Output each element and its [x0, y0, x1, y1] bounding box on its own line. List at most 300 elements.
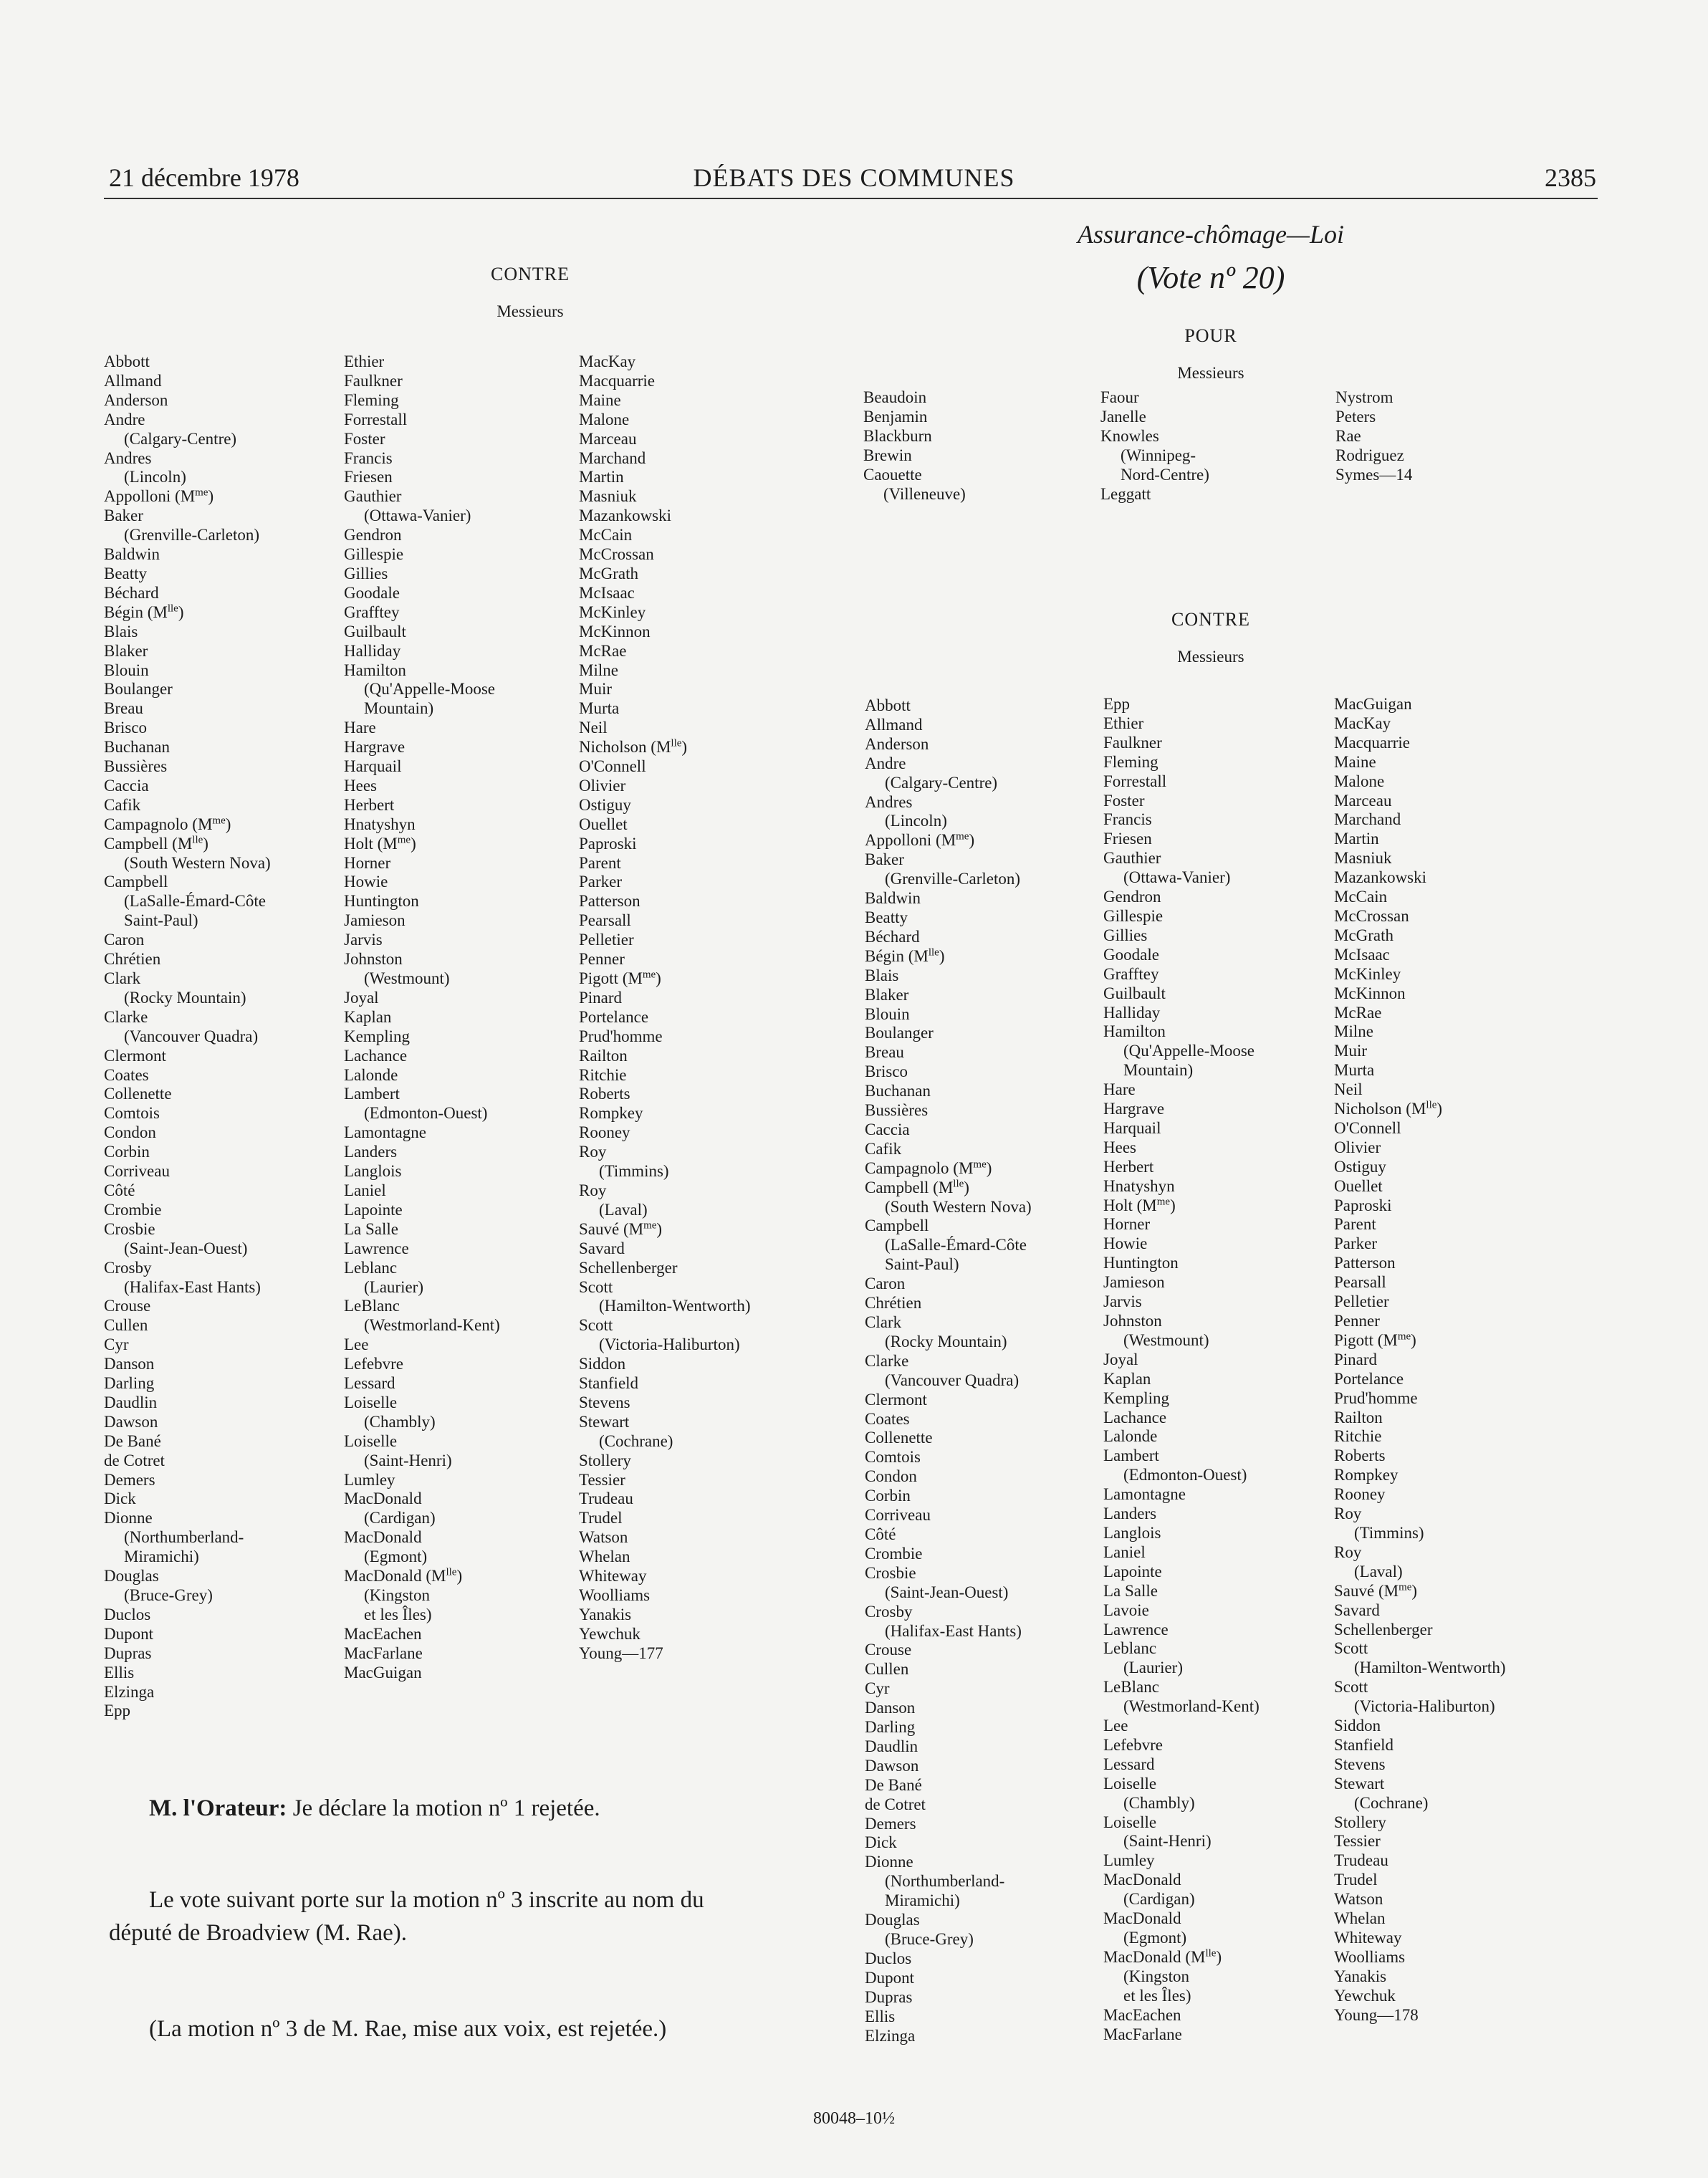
- member-name: (LaSalle-Émard-Côte: [885, 1236, 1027, 1254]
- member-name: Gillespie: [344, 545, 404, 564]
- member-name: La Salle: [344, 1219, 398, 1238]
- member-name: Sauvé $(M^{me})$: [1334, 1581, 1418, 1600]
- member-name: Hees: [344, 776, 377, 795]
- member-name: Corbin: [865, 1487, 911, 1505]
- member-name: (Northumberland-: [885, 1872, 1005, 1891]
- member-name: (Villeneuve): [883, 484, 966, 503]
- member-name: Collenette: [865, 1429, 933, 1447]
- member-name: Schellenberger: [1334, 1620, 1433, 1639]
- member-name: Maine: [1334, 752, 1376, 771]
- member-name: Blaker: [104, 641, 148, 660]
- member-name: Janelle: [1100, 407, 1146, 426]
- member-name: Parker: [579, 873, 623, 891]
- member-name: Prud'homme: [1334, 1388, 1418, 1407]
- member-name: Rompkey: [579, 1104, 643, 1123]
- member-name: Paproski: [579, 834, 637, 853]
- member-name: Loiselle: [1103, 1774, 1157, 1793]
- member-name: Comtois: [865, 1448, 921, 1467]
- member-name: McCain: [1334, 888, 1388, 906]
- member-name: Lapointe: [344, 1200, 403, 1219]
- member-name: Rompkey: [1334, 1466, 1398, 1484]
- member-name: Lee: [1103, 1717, 1128, 1735]
- member-name: Landers: [1103, 1505, 1157, 1523]
- member-name: Miramichi): [885, 1891, 960, 1910]
- member-name: Lamontagne: [344, 1123, 426, 1142]
- member-name: Fleming: [1103, 752, 1158, 771]
- vote-title: (Vote nº 20): [1136, 260, 1285, 295]
- member-name: Breau: [104, 699, 143, 718]
- member-name: Baldwin: [865, 889, 921, 908]
- member-name: Lavoie: [1103, 1601, 1149, 1619]
- member-name: La Salle: [1103, 1581, 1158, 1600]
- member-name: Parker: [1334, 1234, 1378, 1253]
- member-name: Comtois: [104, 1104, 160, 1123]
- member-name: Douglas: [104, 1567, 159, 1585]
- member-name: Douglas: [865, 1911, 920, 1929]
- member-name: Loiselle: [344, 1393, 398, 1411]
- member-name: Rooney: [1334, 1485, 1386, 1504]
- member-name: Halliday: [344, 641, 401, 660]
- member-name: Yewchuk: [1334, 1986, 1396, 2005]
- member-name: McCrossan: [1334, 906, 1409, 925]
- member-name: Pigott $(M^{me})$: [1334, 1330, 1416, 1349]
- member-name: Blais: [865, 966, 899, 984]
- member-name: Penner: [1334, 1312, 1380, 1330]
- member-name: Epp: [1103, 695, 1131, 713]
- member-name: Malone: [579, 410, 630, 428]
- member-name: Rae: [1335, 426, 1361, 445]
- member-name: Clarke: [865, 1351, 909, 1370]
- member-name: Woolliams: [579, 1586, 651, 1604]
- member-name: Trudel: [1334, 1871, 1378, 1889]
- member-name: Stevens: [579, 1393, 630, 1411]
- member-name: Leblanc: [344, 1258, 398, 1277]
- member-name: Boulanger: [865, 1024, 934, 1042]
- member-name: Abbott: [104, 352, 150, 370]
- member-name: Dick: [104, 1489, 136, 1508]
- member-name: Parent: [579, 853, 621, 872]
- member-name: Nord-Centre): [1121, 465, 1209, 484]
- member-name: (Saint-Jean-Ouest): [885, 1583, 1009, 1601]
- member-name: Abbott: [865, 696, 911, 714]
- member-name: Knowles: [1100, 426, 1159, 445]
- member-name: Pearsall: [579, 911, 631, 930]
- member-name: Saint-Paul): [124, 911, 198, 930]
- member-name: Fleming: [344, 390, 399, 409]
- member-name: (Rocky Mountain): [124, 988, 246, 1007]
- member-name: (Laval): [1354, 1562, 1403, 1580]
- member-name: Hees: [1103, 1138, 1136, 1156]
- member-name: Gendron: [1103, 888, 1161, 906]
- member-name: (Victoria-Haliburton): [1354, 1697, 1495, 1716]
- member-name: Faour: [1100, 388, 1139, 406]
- left-messieurs-subheading: Messieurs: [496, 302, 564, 320]
- member-name: Coates: [104, 1065, 149, 1084]
- member-name: MacGuigan: [344, 1663, 422, 1682]
- member-name: Hargrave: [344, 738, 406, 757]
- member-name: Nicholson $(M^{lle})$: [579, 737, 688, 757]
- left-contre-heading: CONTRE: [491, 264, 570, 284]
- member-name: Clark: [865, 1313, 902, 1331]
- member-name: Dupont: [104, 1624, 153, 1643]
- member-name: Young—177: [579, 1644, 663, 1662]
- member-name: Lalonde: [1103, 1427, 1158, 1446]
- member-name: Ritchie: [579, 1065, 627, 1084]
- member-name: Duclos: [865, 1949, 912, 1967]
- member-name: (Saint-Henri): [1123, 1832, 1212, 1851]
- member-name: Anderson: [865, 734, 929, 753]
- member-name: (Cardigan): [1123, 1890, 1195, 1909]
- member-name: Howie: [344, 873, 388, 891]
- member-name: Clark: [104, 969, 141, 987]
- member-name: Milne: [579, 661, 618, 679]
- member-name: Scott: [579, 1277, 613, 1296]
- member-name: Stewart: [1334, 1774, 1385, 1793]
- member-name: (Qu'Appelle-Moose: [1123, 1042, 1254, 1060]
- member-name: Masniuk: [579, 487, 637, 506]
- member-name: (South Western Nova): [885, 1197, 1032, 1216]
- left-contre-col-3: [579, 352, 750, 1664]
- member-name: Murta: [1334, 1061, 1375, 1080]
- member-name: Gauthier: [344, 487, 402, 506]
- member-name: Blouin: [104, 661, 149, 679]
- member-name: (Qu'Appelle-Moose: [364, 680, 495, 699]
- member-name: Roy: [1334, 1543, 1362, 1561]
- member-name: Halliday: [1103, 1003, 1161, 1022]
- member-name: Daudlin: [865, 1737, 918, 1755]
- member-name: Blaker: [865, 985, 909, 1004]
- member-name: (Timmins): [599, 1162, 669, 1181]
- member-name: (Victoria-Haliburton): [599, 1335, 740, 1354]
- member-name: (Lincoln): [124, 468, 186, 486]
- member-name: Stanfield: [1334, 1735, 1394, 1754]
- member-name: (South Western Nova): [124, 853, 271, 872]
- member-name: (Chambly): [364, 1412, 436, 1431]
- member-name: Cafik: [104, 795, 141, 814]
- member-name: Allmand: [104, 371, 162, 390]
- member-name: Epp: [104, 1702, 131, 1720]
- member-name: Appolloni $(M^{me})$: [865, 830, 975, 850]
- member-name: Lessard: [344, 1374, 395, 1393]
- member-name: Hamilton: [1103, 1022, 1166, 1041]
- member-name: (Laval): [599, 1200, 648, 1219]
- member-name: Martin: [1334, 830, 1379, 848]
- right-contre-col-2: [1103, 695, 1260, 2044]
- member-name: McKinnon: [1334, 984, 1406, 1002]
- member-name: et les Îles): [1123, 1986, 1191, 2005]
- member-name: O'Connell: [579, 757, 646, 776]
- member-name: Woolliams: [1334, 1947, 1406, 1966]
- member-name: Neil: [579, 719, 608, 737]
- member-name: Chrétien: [104, 950, 161, 969]
- member-name: Brewin: [863, 446, 912, 464]
- member-name: Masniuk: [1334, 849, 1392, 868]
- member-name: Coates: [865, 1409, 910, 1428]
- member-name: Hnatyshyn: [1103, 1176, 1175, 1195]
- member-name: Beatty: [865, 908, 908, 926]
- member-name: Tessier: [1334, 1832, 1381, 1851]
- member-name: McCrossan: [579, 545, 654, 564]
- member-name: McIsaac: [1334, 945, 1390, 964]
- member-name: Young—178: [1334, 2005, 1419, 2024]
- member-name: Ethier: [344, 352, 385, 370]
- member-name: Lumley: [1103, 1851, 1155, 1870]
- member-name: Hare: [344, 719, 376, 737]
- pour-col-1: [863, 388, 966, 504]
- member-name: Baker: [865, 850, 904, 869]
- member-name: Buchanan: [104, 738, 170, 757]
- member-name: Railton: [579, 1046, 628, 1065]
- member-name: McCain: [579, 526, 633, 544]
- member-name: MacGuigan: [1334, 695, 1412, 713]
- member-name: Côté: [865, 1525, 896, 1543]
- member-name: Béchard: [104, 583, 159, 602]
- member-name: Mazankowski: [579, 507, 672, 525]
- member-name: McGrath: [1334, 926, 1394, 944]
- member-name: Goodale: [1103, 945, 1159, 964]
- member-name: Huntington: [344, 892, 419, 911]
- member-name: MacDonald: [344, 1489, 422, 1508]
- member-name: McKinnon: [579, 622, 651, 641]
- member-name: Gillies: [344, 564, 388, 582]
- member-name: (Winnipeg-: [1121, 446, 1196, 464]
- member-name: Malone: [1334, 772, 1385, 790]
- member-name: Trudeau: [1334, 1851, 1388, 1870]
- member-name: Neil: [1334, 1080, 1363, 1099]
- member-name: Pinard: [1334, 1350, 1378, 1368]
- member-name: Stanfield: [579, 1374, 639, 1393]
- member-name: Milne: [1334, 1022, 1373, 1041]
- member-name: Blackburn: [863, 426, 932, 445]
- member-name: MacKay: [579, 352, 636, 370]
- member-name: (Chambly): [1123, 1793, 1195, 1812]
- pour-heading: POUR: [1184, 325, 1237, 346]
- member-name: (Hamilton-Wentworth): [1354, 1659, 1506, 1677]
- member-name: Macquarrie: [579, 371, 655, 390]
- member-name: Siddon: [1334, 1717, 1381, 1735]
- member-name: Siddon: [579, 1355, 626, 1373]
- header-rule: [104, 198, 1598, 199]
- member-name: Andre: [865, 754, 906, 772]
- member-name: Ellis: [104, 1663, 135, 1682]
- member-name: Baker: [104, 507, 143, 525]
- member-name: Goodale: [344, 583, 400, 602]
- member-name: Langlois: [344, 1162, 402, 1181]
- member-name: Béchard: [865, 927, 920, 946]
- member-name: Savard: [1334, 1601, 1380, 1619]
- member-name: Lachance: [1103, 1408, 1167, 1426]
- pour-col-3: [1335, 388, 1412, 485]
- member-name: Parent: [1334, 1215, 1376, 1234]
- member-name: Jamieson: [344, 911, 406, 930]
- member-name: Caron: [865, 1275, 906, 1293]
- member-name: Whelan: [1334, 1909, 1386, 1928]
- member-name: Peters: [1335, 407, 1376, 426]
- member-name: Kaplan: [344, 1007, 392, 1026]
- member-name: Harquail: [1103, 1118, 1161, 1137]
- member-name: Marceau: [1334, 791, 1392, 810]
- member-name: Campagnolo $(M^{me})$: [865, 1158, 992, 1177]
- member-name: Dupras: [104, 1644, 152, 1662]
- member-name: Cullen: [865, 1660, 909, 1679]
- member-name: Dionne: [865, 1853, 913, 1871]
- member-name: Foster: [1103, 791, 1145, 810]
- member-name: Friesen: [1103, 830, 1152, 848]
- right-contre-col-3: [1334, 695, 1505, 2025]
- member-name: Corriveau: [865, 1506, 931, 1525]
- member-name: Marchand: [579, 448, 646, 467]
- member-name: Lambert: [1103, 1447, 1159, 1465]
- next-vote-line-1: Le vote suivant porte sur la motion nº 3 inscrite au nom du: [149, 1887, 704, 1913]
- member-name: Prud'homme: [579, 1027, 663, 1045]
- member-name: (Ottawa-Vanier): [364, 507, 471, 525]
- member-name: Gillespie: [1103, 906, 1164, 925]
- member-name: MacDonald $(M^{lle})$: [1103, 1947, 1222, 1966]
- member-name: Brisco: [104, 719, 148, 737]
- member-name: (Ottawa-Vanier): [1123, 868, 1231, 887]
- member-name: (Lincoln): [885, 812, 947, 830]
- member-name: Chrétien: [865, 1294, 922, 1313]
- member-name: Faulkner: [1103, 733, 1162, 752]
- member-name: (Rocky Mountain): [885, 1332, 1007, 1351]
- member-name: Laniel: [1103, 1543, 1146, 1561]
- member-name: Elzinga: [865, 2026, 916, 2045]
- member-name: Campbell: [865, 1217, 929, 1235]
- member-name: (Cochrane): [1354, 1793, 1429, 1812]
- member-name: MacFarlane: [344, 1644, 423, 1662]
- member-name: Pearsall: [1334, 1273, 1386, 1292]
- member-name: (Bruce-Grey): [885, 1930, 974, 1948]
- member-name: Whiteway: [579, 1567, 647, 1585]
- member-name: (Westmount): [364, 969, 450, 987]
- member-name: Caouette: [863, 465, 922, 484]
- member-name: (Westmount): [1123, 1330, 1209, 1349]
- member-name: (Grenville-Carleton): [885, 870, 1021, 888]
- member-name: Buchanan: [865, 1082, 931, 1100]
- member-name: Watson: [1334, 1890, 1383, 1909]
- member-name: Campbell $(M^{lle})$: [865, 1178, 969, 1196]
- member-name: Sauvé $(M^{me})$: [579, 1219, 663, 1238]
- member-name: Hnatyshyn: [344, 815, 416, 833]
- member-name: Lee: [344, 1335, 369, 1354]
- member-name: Cyr: [865, 1679, 890, 1698]
- right-contre-col-1: [865, 696, 1032, 2045]
- member-name: Darling: [865, 1718, 916, 1737]
- member-name: Brisco: [865, 1062, 908, 1081]
- member-name: Maine: [579, 390, 621, 409]
- member-name: Cyr: [104, 1335, 129, 1354]
- member-name: Hamilton: [344, 661, 406, 679]
- member-name: McIsaac: [579, 583, 635, 602]
- orateur-text: Je déclare la motion nº 1 rejetée.: [287, 1795, 600, 1821]
- member-name: Roy: [579, 1143, 607, 1161]
- member-name: Hare: [1103, 1080, 1136, 1099]
- member-name: (Egmont): [364, 1548, 428, 1566]
- member-name: Landers: [344, 1143, 398, 1161]
- member-name: Côté: [104, 1181, 135, 1199]
- pour-col-2: [1100, 388, 1209, 504]
- member-name: Trudeau: [579, 1489, 633, 1508]
- member-name: Dionne: [104, 1509, 153, 1527]
- member-name: Leggatt: [1100, 484, 1151, 503]
- member-name: (Westmorland-Kent): [364, 1316, 500, 1335]
- member-name: Roberts: [1334, 1447, 1386, 1465]
- member-name: Crombie: [865, 1544, 923, 1563]
- member-name: Lefebvre: [344, 1355, 403, 1373]
- member-name: Cullen: [104, 1316, 148, 1335]
- member-name: Schellenberger: [579, 1258, 678, 1277]
- member-name: Rooney: [579, 1123, 630, 1142]
- member-name: Lapointe: [1103, 1562, 1162, 1580]
- member-name: (Northumberland-: [124, 1528, 244, 1547]
- orateur-label: M. l'Orateur:: [149, 1795, 287, 1821]
- member-name: Dawson: [865, 1756, 919, 1775]
- member-name: Scott: [579, 1316, 613, 1335]
- member-name: (Edmonton-Ouest): [1123, 1466, 1247, 1484]
- member-name: Caccia: [865, 1120, 910, 1138]
- member-name: Condon: [865, 1467, 917, 1486]
- member-name: (Hamilton-Wentworth): [599, 1297, 751, 1315]
- member-name: Horner: [344, 853, 391, 872]
- member-name: Bégin $(M^{lle})$: [104, 603, 184, 621]
- member-name: McKinley: [1334, 964, 1401, 983]
- member-name: Loiselle: [344, 1431, 398, 1450]
- member-name: Appolloni $(M^{me})$: [104, 486, 214, 506]
- member-name: Nicholson $(M^{lle})$: [1334, 1099, 1443, 1118]
- member-name: Beatty: [104, 564, 148, 582]
- member-name: (Vancouver Quadra): [885, 1371, 1019, 1389]
- member-name: Breau: [865, 1043, 904, 1062]
- member-name: Kaplan: [1103, 1369, 1151, 1388]
- member-name: Scott: [1334, 1639, 1368, 1658]
- member-name: Corriveau: [104, 1162, 170, 1181]
- member-name: Kempling: [344, 1027, 410, 1045]
- member-name: Andre: [104, 410, 145, 428]
- member-name: Herbert: [1103, 1157, 1154, 1176]
- member-name: (LaSalle-Émard-Côte: [124, 892, 266, 911]
- left-contre-col-2: [344, 352, 500, 1683]
- member-name: Demers: [865, 1814, 916, 1833]
- member-name: Martin: [579, 468, 624, 486]
- member-name: LeBlanc: [344, 1297, 400, 1315]
- member-name: Harquail: [344, 757, 402, 776]
- right-contre-heading: CONTRE: [1171, 609, 1250, 630]
- member-name: MacEachen: [344, 1624, 422, 1643]
- member-name: de Cotret: [104, 1451, 165, 1469]
- member-name: Cafik: [865, 1139, 902, 1158]
- member-name: Crosby: [104, 1258, 152, 1277]
- member-name: Howie: [1103, 1234, 1148, 1253]
- right-contre-messieurs-subheading: Messieurs: [1177, 648, 1244, 666]
- member-name: (Laurier): [364, 1277, 423, 1296]
- member-name: MacDonald: [344, 1528, 422, 1547]
- member-name: Collenette: [104, 1085, 172, 1103]
- member-name: LeBlanc: [1103, 1678, 1159, 1697]
- member-name: (Grenville-Carleton): [124, 526, 260, 544]
- member-name: Stollery: [579, 1451, 631, 1469]
- member-name: Whiteway: [1334, 1929, 1402, 1947]
- member-name: Friesen: [344, 468, 393, 486]
- member-name: Mountain): [1123, 1061, 1194, 1080]
- member-name: Campagnolo $(M^{me})$: [104, 815, 231, 833]
- member-name: Nystrom: [1335, 388, 1393, 406]
- member-name: Patterson: [1334, 1254, 1396, 1272]
- member-name: Baldwin: [104, 545, 160, 564]
- member-name: Darling: [104, 1374, 155, 1393]
- member-name: Benjamin: [863, 407, 928, 426]
- member-name: Scott: [1334, 1678, 1368, 1697]
- member-name: Dawson: [104, 1412, 158, 1431]
